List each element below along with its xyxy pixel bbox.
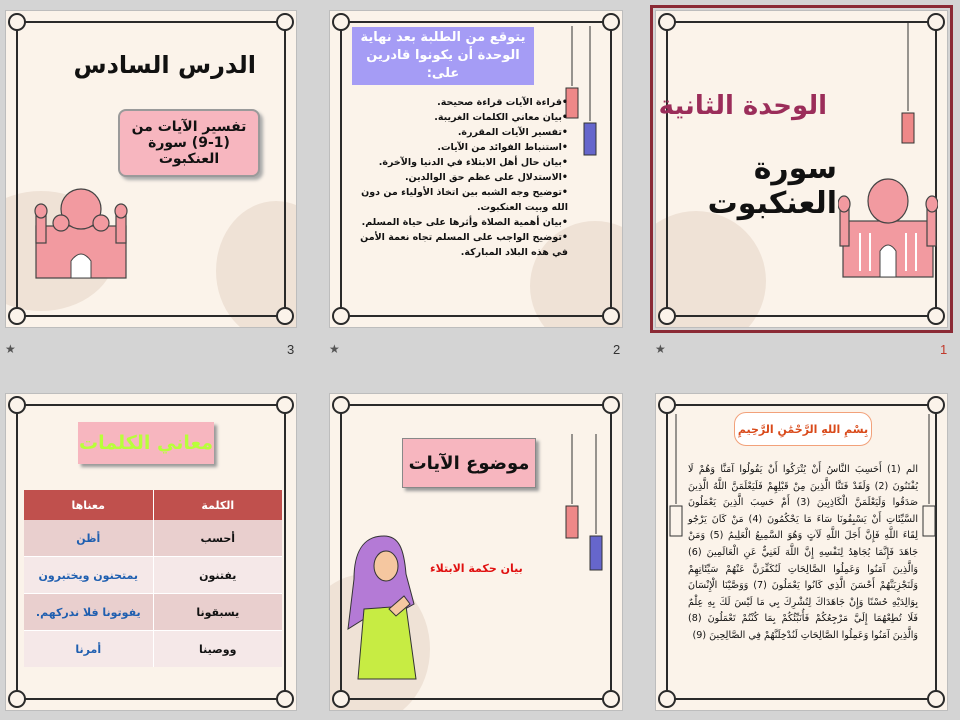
mosque-icon — [838, 171, 938, 281]
quran-verses: الم (1) أَحَسِبَ النَّاسُ أَنْ يُتْرَكُوا أَنْ يَقُولُوا آمَنَّا وَهُمْ لَا يُفْتَنُونَ (2) وَلَقَدْ فَتَنَّا الَّذِينَ مِنْ قَبْلِهِمْ فَلَيَعْلَمَنَّ اللَّهُ الَّذِينَ صَدَقُوا وَلَيَعْلَمَنَّ الْكَاذِبِينَ (3) أَمْ حَسِبَ الَّذِينَ يَعْمَلُونَ السَّيِّئَاتِ أَنْ يَسْبِقُونَا سَاءَ مَا يَحْكُمُونَ (4) مَنْ كَانَ يَرْجُو لِقَاءَ اللَّهِ فَإِنَّ أَجَلَ اللَّهِ لَآتٍ وَهُوَ السَّمِيعُ الْعَلِيمُ (5) وَمَنْ جَاهَدَ فَإِنَّمَا يُجَاهِدُ لِنَفْسِهِ إِنَّ اللَّهَ لَغَنِيٌّ عَنِ الْعَالَمِينَ (6) وَالَّذِينَ آمَنُوا وَعَمِلُوا الصَّالِحَاتِ لَنُكَفِّرَنَّ عَنْهُمْ سَيِّئَاتِهِمْ وَلَنَجْزِيَنَّهُمْ أَحْسَنَ الَّذِي كَانُوا يَعْمَلُونَ (7) وَوَصَّيْنَا الْإِنْسَانَ بِوَالِدَيْهِ حُسْنًا وَإِنْ جَاهَدَاكَ لِتُشْرِكَ بِي مَا لَيْسَ لَكَ بِهِ عِلْمٌ فَلَا تُطِعْهُمَا إِلَيَّ مَرْجِعُكُمْ فَأُنَبِّئُكُمْ بِمَا كُنْتُمْ تَعْمَلُونَ (8) وَالَّذِينَ آمَنُوا وَعَمِلُوا الصَّالِحَاتِ لَنُدْخِلَنَّهُمْ فِي الصَّالِحِينَ (9) — [688, 464, 919, 641]
slide-thumbnail-2[interactable] — [329, 10, 623, 328]
lesson-title: الدرس السادس — [73, 51, 256, 79]
topic-title-box — [402, 438, 536, 488]
corner-ornament-icon — [332, 690, 350, 708]
topic-title: موضوع الآيات — [408, 452, 530, 474]
corner-ornament-icon — [602, 690, 620, 708]
lesson-subtitle: تفسير الآيات من (1-9) سورة العنكبوت — [131, 119, 247, 167]
corner-ornament-icon — [658, 690, 676, 708]
table-row: يفتنون يمتحنون ويختبرون — [24, 556, 282, 593]
list-item: •استنباط الفوائد من الآيات. — [437, 142, 568, 153]
mosque-icon — [31, 181, 131, 281]
table-row: ووصينا أمرنا — [24, 630, 282, 667]
corner-ornament-icon — [332, 396, 350, 414]
corner-ornament-icon — [602, 13, 620, 31]
list-item: •بيان أهمية الصلاة وأثرها على حياة المسلم. — [361, 217, 568, 228]
slide-thumbnail-1[interactable] — [655, 10, 948, 328]
corner-ornament-icon — [276, 13, 294, 31]
corner-ornament-icon — [658, 307, 676, 325]
table-row: يسبقونا يفوتونا فلا ندركهم. — [24, 593, 282, 630]
corner-ornament-icon — [658, 396, 676, 414]
corner-ornament-icon — [8, 13, 26, 31]
column-header-word: الكلمة — [153, 490, 283, 520]
lantern-icon — [921, 414, 937, 544]
list-item: •توضيح وجه الشبه بين اتخاذ الأولياء من دون الله وبيت العنكبوت. — [361, 187, 568, 213]
praying-woman-illustration — [344, 534, 424, 684]
basmala: بِسْمِ اللهِ الرَّحْمَٰنِ الرَّحِيمِ — [737, 422, 869, 436]
list-item: •بيان معاني الكلمات الغريبة. — [434, 112, 568, 123]
slide-thumbnail-4[interactable] — [655, 393, 948, 711]
vocab-title: معاني الكلمات — [79, 432, 214, 454]
corner-ornament-icon — [276, 307, 294, 325]
lantern-icon — [560, 434, 610, 634]
lantern-icon — [896, 23, 926, 153]
slide-star-icon: ★ — [329, 342, 340, 356]
vocab-title-box — [78, 422, 214, 464]
corner-ornament-icon — [658, 13, 676, 31]
table-header-row — [24, 490, 282, 520]
corner-ornament-icon — [602, 307, 620, 325]
corner-ornament-icon — [8, 690, 26, 708]
slide-thumbnail-3[interactable] — [5, 10, 297, 328]
objectives-list — [350, 95, 568, 260]
corner-ornament-icon — [332, 13, 350, 31]
slide-star-icon: ★ — [655, 342, 666, 356]
table-row: أحسب أظن — [24, 520, 282, 556]
list-item: •توضيح الواجب على المسلم تجاه نعمة الأمن في هذه البلاد المباركة. — [360, 232, 568, 258]
lesson-subtitle-box — [118, 109, 260, 177]
corner-ornament-icon — [332, 307, 350, 325]
corner-ornament-icon — [927, 13, 945, 31]
slide-number-1: 1 — [940, 342, 948, 357]
corner-ornament-icon — [927, 396, 945, 414]
list-item: •تفسير الآيات المقررة. — [457, 127, 568, 138]
slide-thumbnail-6[interactable] — [5, 393, 297, 711]
corner-ornament-icon — [927, 307, 945, 325]
corner-ornament-icon — [927, 690, 945, 708]
objectives-header: يتوقع من الطلبة بعد نهاية الوحدة أن يكونوا قادرين على: — [352, 27, 534, 85]
column-header-meaning: معناها — [71, 498, 105, 512]
surah-title: سورة العنكبوت — [707, 151, 837, 221]
topic-text: بيان حكمة الابتلاء — [430, 562, 523, 575]
list-item: •بيان حال أهل الابتلاء في الدنيا والآخرة. — [378, 157, 568, 168]
corner-ornament-icon — [276, 690, 294, 708]
corner-ornament-icon — [276, 396, 294, 414]
basmala-box — [734, 412, 872, 446]
unit-title: الوحدة الثانية — [658, 91, 827, 121]
corner-ornament-icon — [8, 396, 26, 414]
list-item: •قراءة الآيات قراءة صحيحة. — [437, 97, 568, 108]
corner-ornament-icon — [8, 307, 26, 325]
slide-thumbnail-5[interactable] — [329, 393, 623, 711]
slide-star-icon: ★ — [5, 342, 16, 356]
list-item: •الاستدلال على عظم حق الوالدين. — [404, 172, 568, 183]
vocab-table — [24, 490, 282, 667]
corner-ornament-icon — [602, 396, 620, 414]
slide-number-2: 2 — [613, 342, 621, 357]
slide-number-3: 3 — [287, 342, 295, 357]
lantern-icon — [668, 414, 684, 544]
